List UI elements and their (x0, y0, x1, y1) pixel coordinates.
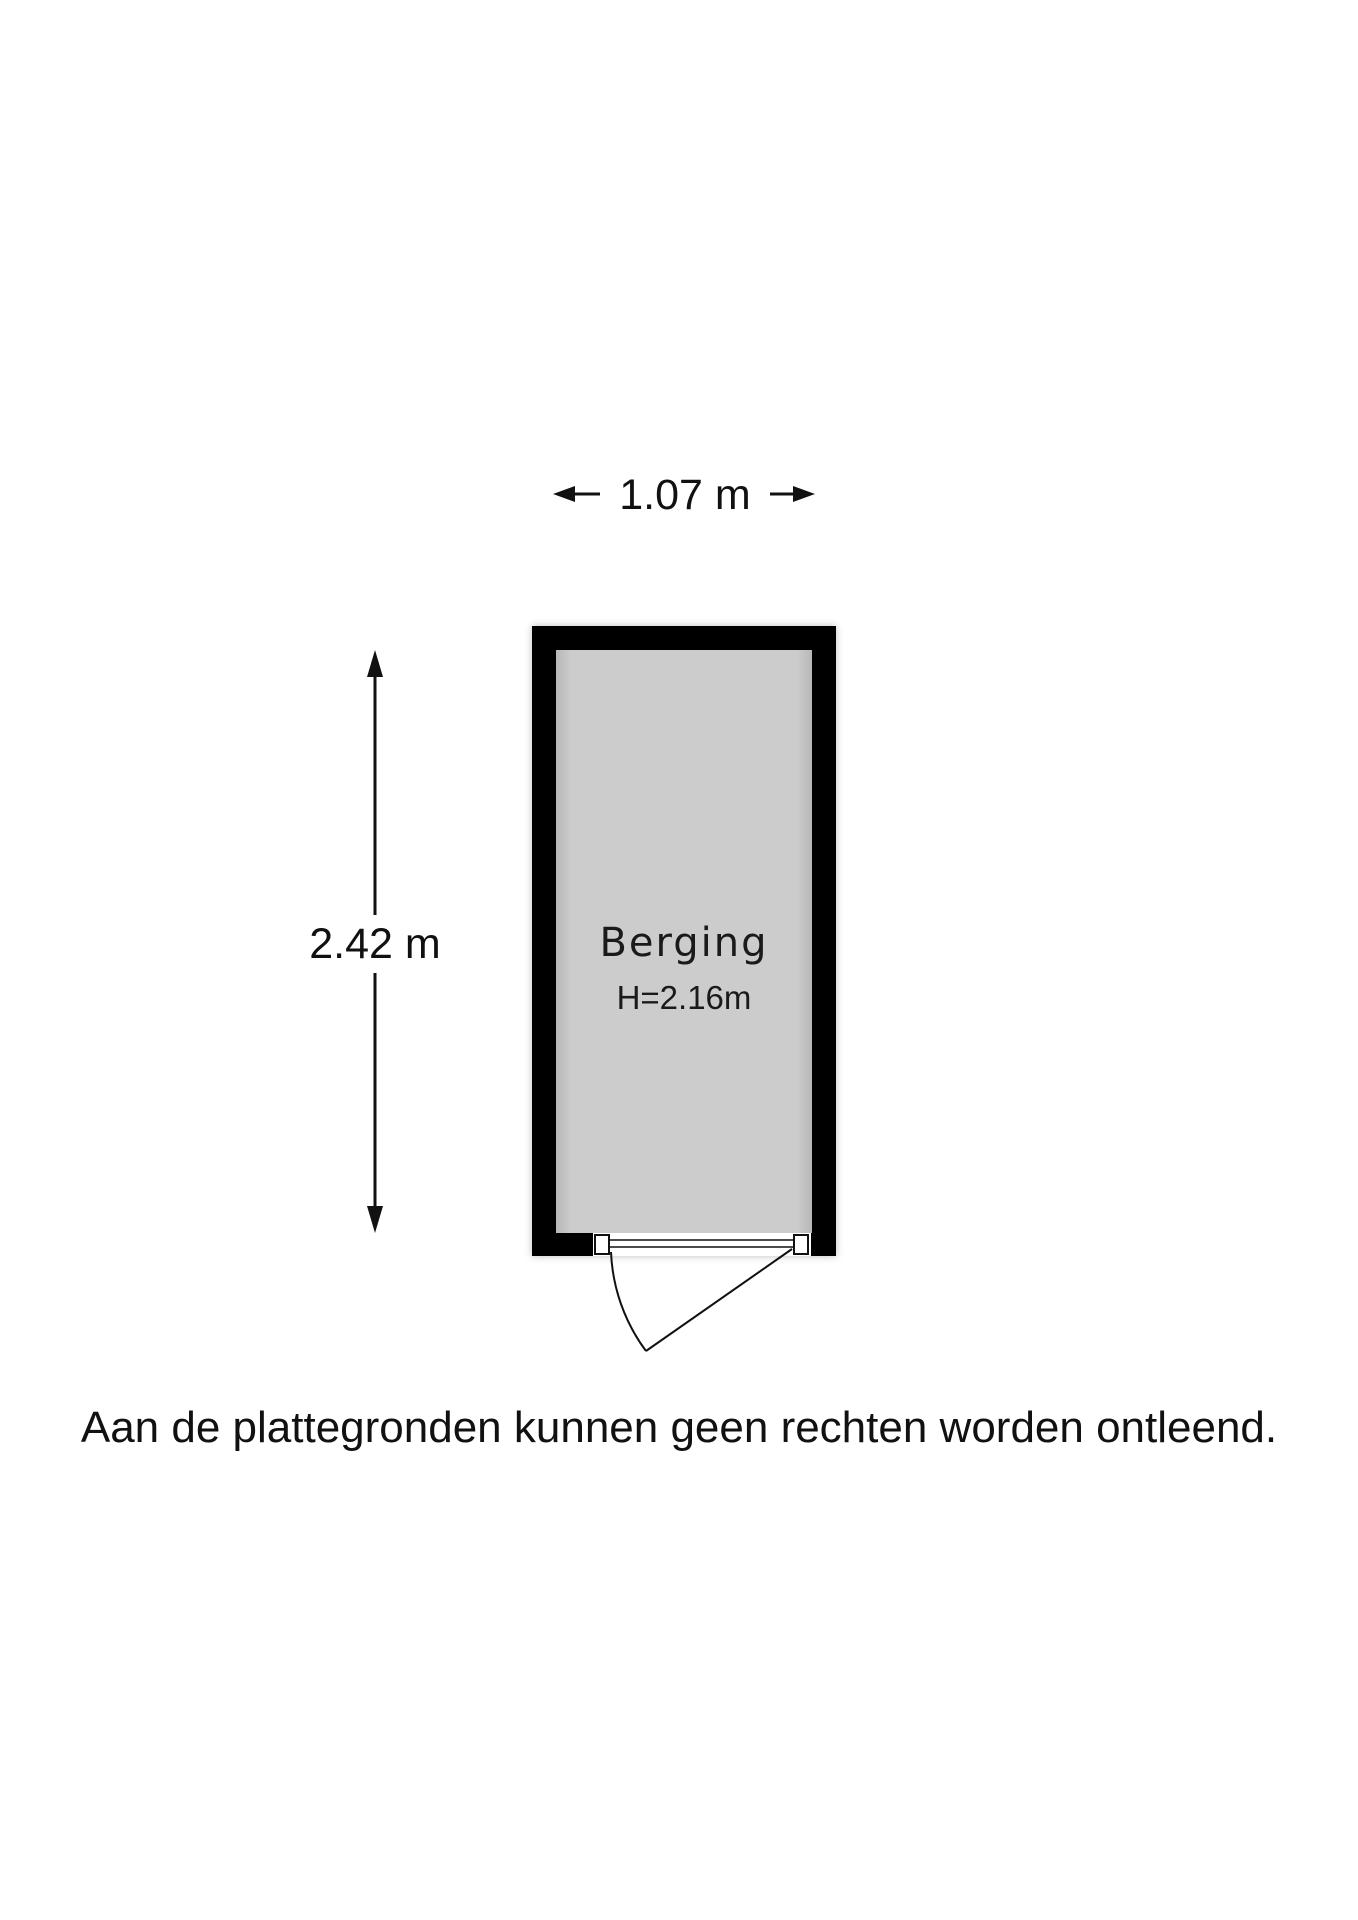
room-berging (532, 626, 836, 1351)
room-name: Berging (599, 920, 769, 966)
height-dimension (300, 650, 450, 1233)
room-ceiling-height: H=2.16m (616, 979, 752, 1016)
door-opening (593, 1233, 811, 1256)
door-leaf (646, 1249, 792, 1351)
disclaimer-text: Aan de plattegronden kunnen geen rechten worden ontleend. (80, 1403, 1278, 1452)
width-arrow-right-head (793, 486, 815, 502)
height-arrow-top-head (367, 650, 383, 677)
door-swing-arc (611, 1252, 646, 1351)
width-label: 1.07 m (619, 471, 751, 519)
width-arrow-left-head (553, 486, 575, 502)
height-label: 2.42 m (309, 920, 441, 968)
door-frame-left (595, 1235, 609, 1254)
height-arrow-bottom-head (367, 1206, 383, 1233)
width-dimension (553, 471, 815, 519)
door-frame-right (794, 1235, 808, 1254)
